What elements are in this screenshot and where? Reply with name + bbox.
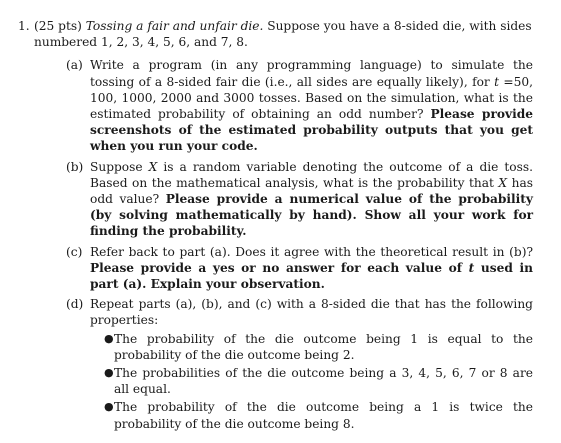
- part-d-text-1: Repeat parts (a), (b), and (c) with a 8-sided die that has the following properties:: [90, 297, 533, 328]
- bullet-text: The probability of the die outcome being 1 is equal to the probability of the die outcome being 2.: [114, 331, 533, 362]
- part-c: [66, 244, 533, 293]
- part-b-text-3: has odd value?: [90, 175, 533, 207]
- part-d-text: [90, 296, 533, 434]
- bullet-icon: ●: [104, 366, 114, 380]
- part-d-bullet-list: [104, 331, 533, 432]
- part-b-bold-instruction: Please provide a numerical value of the probability (by solving mathematically by hand). Show all your work for finding the probability.: [90, 192, 533, 239]
- part-c-var-t: t: [468, 260, 475, 275]
- problem-number: 1.: [18, 19, 30, 33]
- bullet-text: The probability of the die outcome being a 1 is twice the probability of the die outcome being 8.: [114, 400, 533, 431]
- part-a: [66, 57, 533, 154]
- list-item: [104, 331, 533, 363]
- list-item: [104, 365, 533, 397]
- problem-1: [18, 18, 533, 438]
- problem-title: Tossing a fair and unfair die.: [85, 19, 264, 33]
- part-a-text-2: =50, 100, 1000, 2000 and 3000 tosses. Based on the simulation, what is the estimated probability of obtaining an odd number?: [90, 74, 534, 122]
- part-d-label: (d): [66, 297, 84, 312]
- bullet-icon: ●: [104, 331, 114, 345]
- part-b-text: [90, 159, 533, 240]
- part-c-text: [90, 244, 533, 293]
- problem-body: [34, 18, 533, 438]
- parts-list: [66, 57, 533, 433]
- part-b-text-2: is a random variable denoting the outcome of a die toss. Based on the mathematical analysis, what is the probability that: [90, 159, 533, 190]
- problem-intro: Suppose you have a 8-sided die, with sides numbered 1, 2, 3, 4, 5, 6, and 7, 8.: [34, 19, 532, 50]
- part-a-text: [90, 57, 533, 154]
- list-item: [104, 399, 533, 431]
- part-c-bold-2: used in part (a). Explain your observation.: [90, 260, 533, 292]
- part-c-bold-1: Please provide a yes or no answer for each value of: [90, 260, 469, 275]
- part-a-label: (a): [66, 58, 83, 73]
- problem-statement: [34, 18, 533, 50]
- part-a-var-t: t: [494, 74, 500, 89]
- bullet-icon: ●: [104, 400, 114, 414]
- part-a-bold-instruction: Please provide screenshots of the estimated probability outputs that you get when you run your code.: [90, 107, 533, 154]
- part-b: [66, 159, 533, 240]
- part-b-var-x-2: X: [498, 175, 508, 190]
- part-d: [66, 296, 533, 434]
- part-b-var-x-1: X: [148, 159, 158, 174]
- part-b-label: (b): [66, 159, 84, 174]
- part-a-text-1: Write a program (in any programming language) to simulate the tossing of a 8-sided fair die (i.e., all sides are equally likely), for: [90, 58, 533, 89]
- part-b-text-1: Suppose: [90, 159, 149, 174]
- part-c-label: (c): [66, 244, 83, 259]
- part-c-text-1: Refer back to part (a). Does it agree with the theoretical result in (b)?: [90, 244, 533, 259]
- problem-points: (25 pts): [34, 19, 82, 33]
- bullet-text: The probabilities of the die outcome being a 3, 4, 5, 6, 7 or 8 are all equal.: [114, 366, 533, 397]
